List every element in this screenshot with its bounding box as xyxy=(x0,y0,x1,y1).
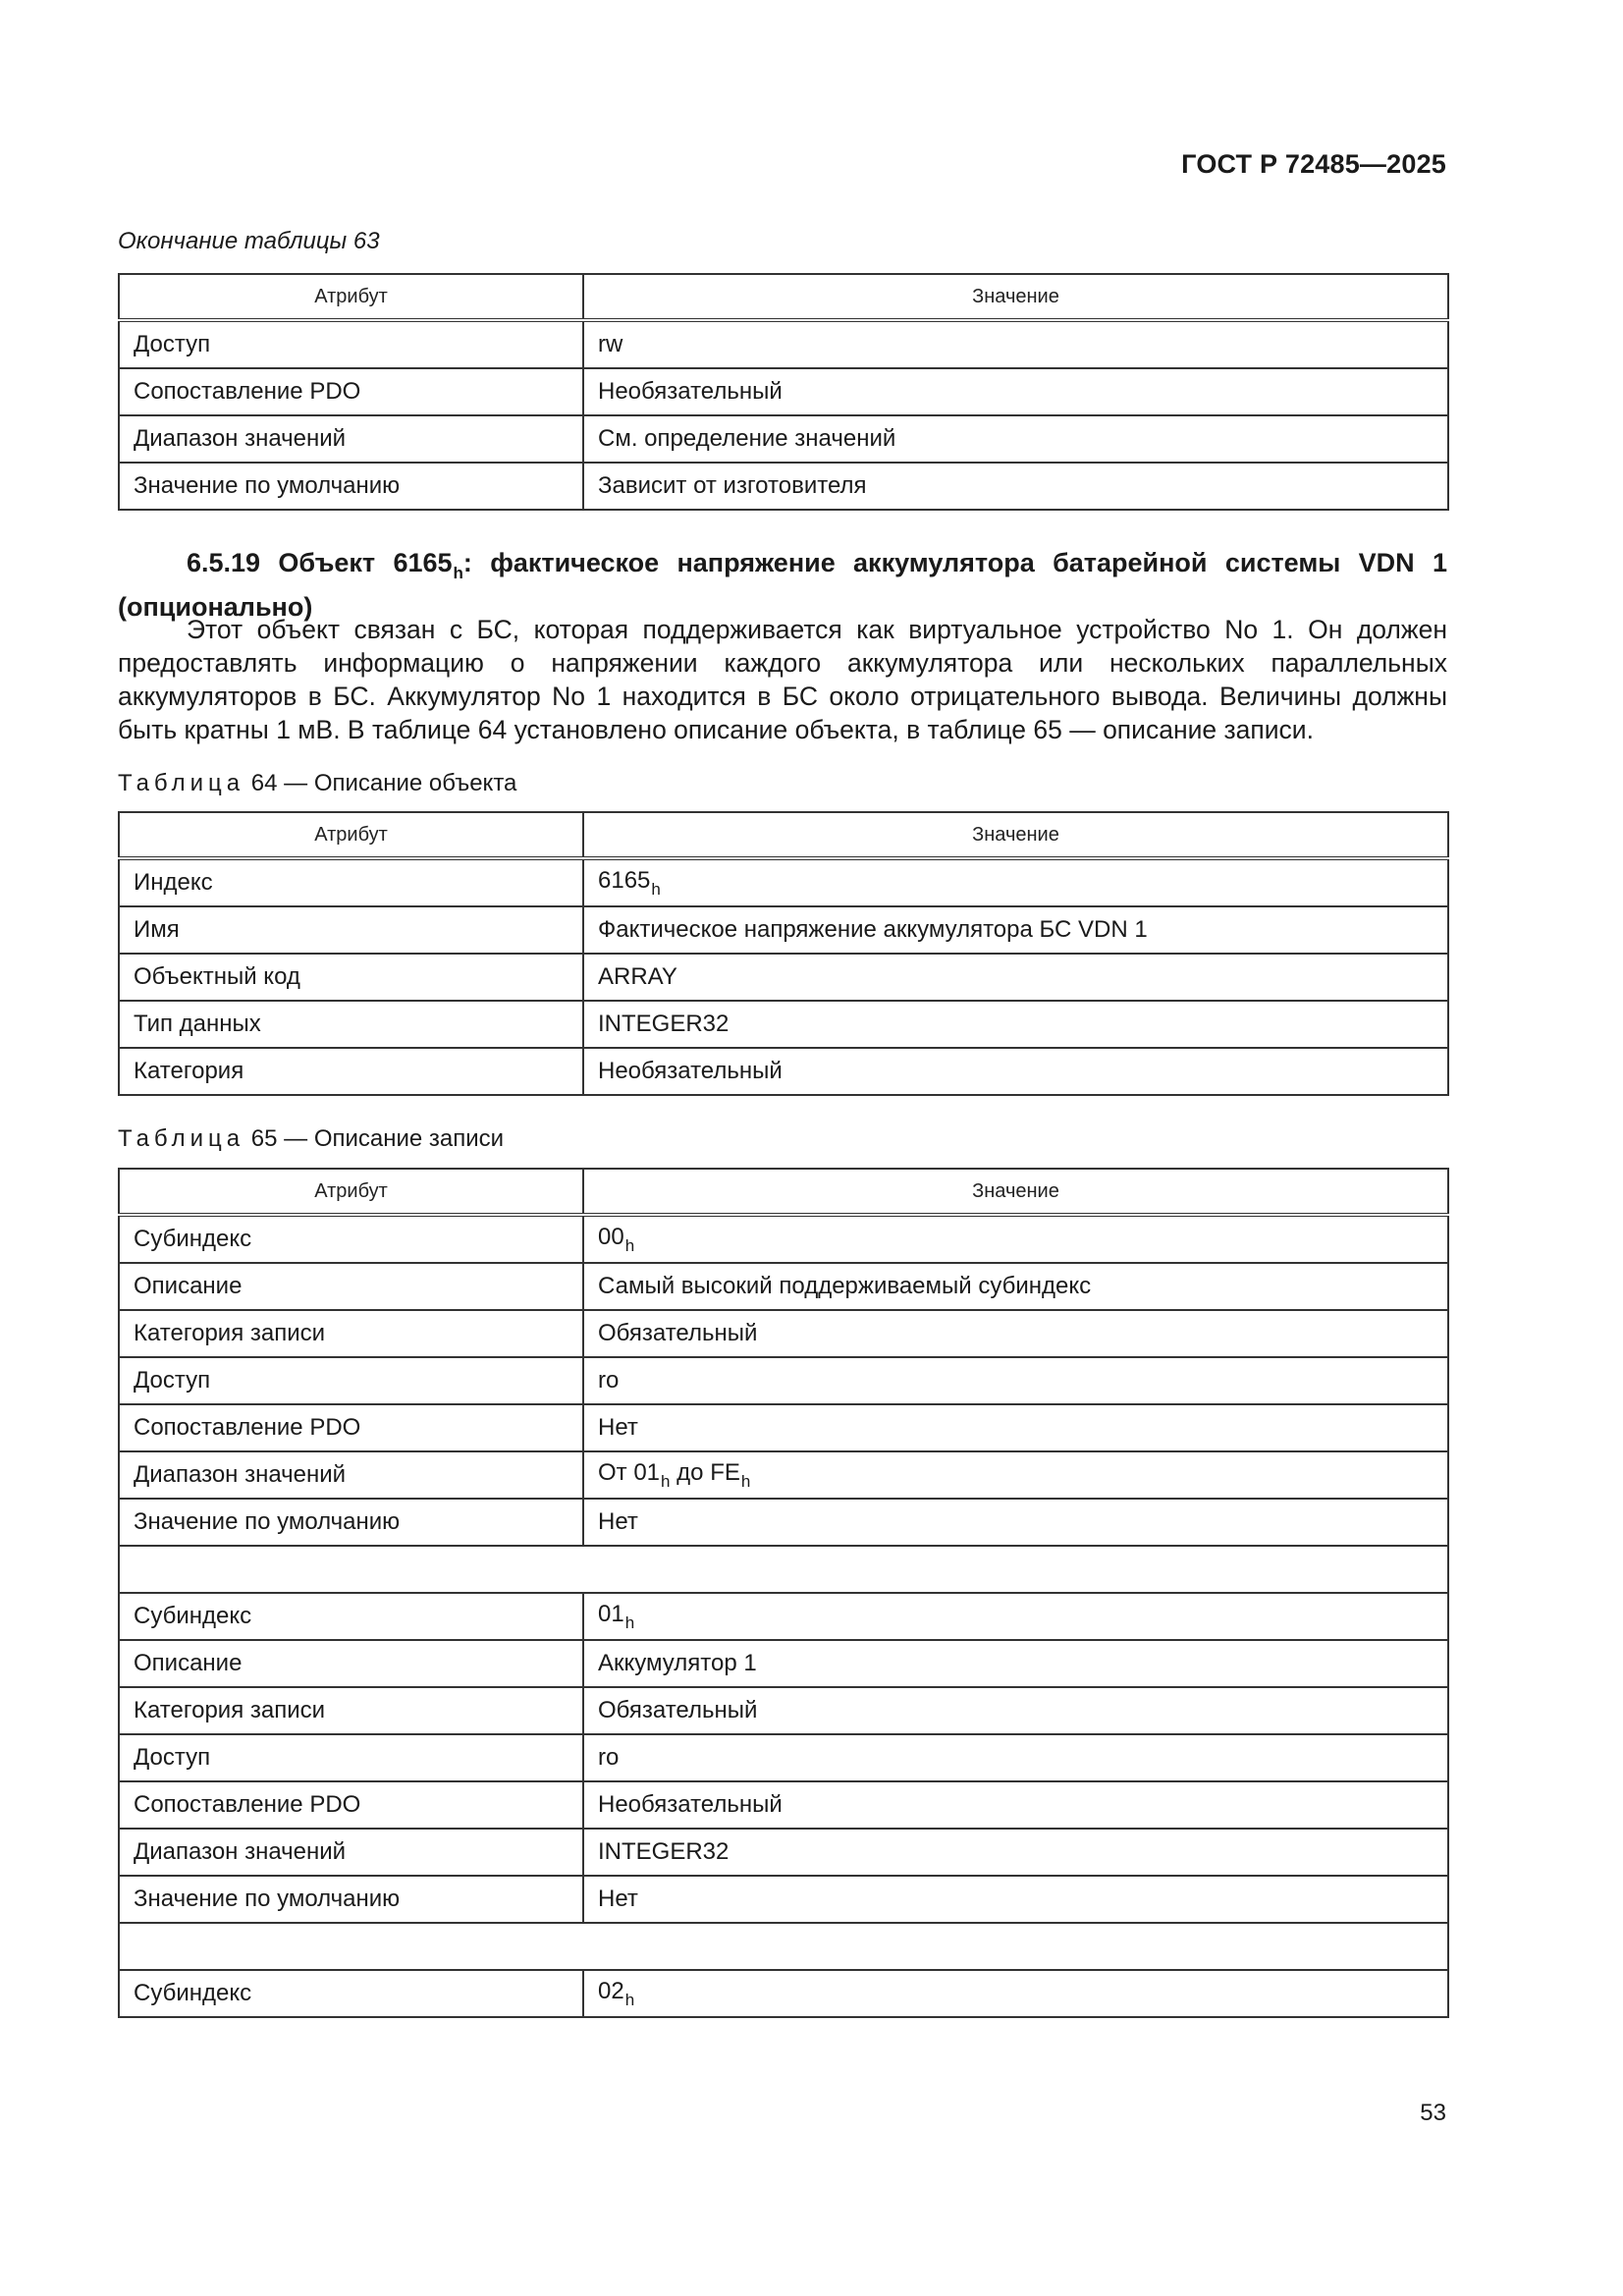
header-attribute: Атрибут xyxy=(119,1169,583,1215)
cell-value xyxy=(583,1970,1448,2017)
header-value: Значение xyxy=(583,274,1448,320)
hex-subscript: h xyxy=(661,1471,671,1491)
value-text: От 01 xyxy=(598,1458,661,1486)
table-row xyxy=(119,1310,1448,1357)
header-value: Значение xyxy=(583,812,1448,858)
table-65 xyxy=(118,1168,1449,2018)
cell-attribute: Категория записи xyxy=(119,1310,583,1357)
cell-attribute: Субиндекс xyxy=(119,1593,583,1640)
table-row xyxy=(119,368,1448,415)
cell-attribute: Описание xyxy=(119,1640,583,1687)
cell-attribute: Диапазон значений xyxy=(119,1451,583,1499)
hex-subscript: h xyxy=(624,1613,635,1632)
cell-value: Необязательный xyxy=(583,368,1448,415)
cell-attribute: Категория записи xyxy=(119,1687,583,1734)
cell-value: См. определение значений xyxy=(583,415,1448,463)
table-row xyxy=(119,415,1448,463)
table-row xyxy=(119,1593,1448,1640)
table-header-row xyxy=(119,812,1448,858)
cell-value: ro xyxy=(583,1734,1448,1781)
cell-attribute: Индекс xyxy=(119,858,583,906)
cell-value: Самый высокий поддерживаемый субиндекс xyxy=(583,1263,1448,1310)
cell-value: Необязательный xyxy=(583,1048,1448,1095)
cell-attribute: Доступ xyxy=(119,1734,583,1781)
cell-attribute: Объектный код xyxy=(119,954,583,1001)
header-value: Значение xyxy=(583,1169,1448,1215)
cell-attribute: Сопоставление PDO xyxy=(119,368,583,415)
caption-text: 64 — Описание объекта xyxy=(250,770,517,796)
cell-value: Нет xyxy=(583,1499,1448,1546)
value-text: 6165 xyxy=(598,866,651,894)
cell-value: ro xyxy=(583,1357,1448,1404)
cell-value xyxy=(583,1215,1448,1263)
table-row xyxy=(119,1687,1448,1734)
table-row xyxy=(119,1451,1448,1499)
table-row xyxy=(119,1048,1448,1095)
page-number: 53 xyxy=(1420,2100,1446,2126)
table-64-caption xyxy=(118,770,516,797)
table-row xyxy=(119,1001,1448,1048)
cell-value xyxy=(583,1451,1448,1499)
value-text: до FE xyxy=(670,1458,740,1486)
cell-value: Фактическое напряжение аккумулятора БС VDN 1 xyxy=(583,906,1448,954)
value-text: 02 xyxy=(598,1977,624,2004)
table-row xyxy=(119,1499,1448,1546)
table-row xyxy=(119,1876,1448,1923)
caption-text: 65 — Описание записи xyxy=(250,1125,505,1152)
table-63-continuation-label: Окончание таблицы 63 xyxy=(118,228,380,254)
table-row xyxy=(119,906,1448,954)
header-attribute: Атрибут xyxy=(119,274,583,320)
cell-value: ARRAY xyxy=(583,954,1448,1001)
table-row xyxy=(119,463,1448,510)
table-header-row xyxy=(119,274,1448,320)
table-header-row xyxy=(119,1169,1448,1215)
section-paragraph: Этот объект связан с БС, которая поддерживается как виртуальное устройство No 1. Он должен предоставлять информацию о напряжении каждого аккумулятора или нескольких параллельных аккумуляторов в БС. Аккумулятор No 1 находится в БС около отрицательного вывода. Величины должны быть кратны 1 мВ. В таблице 64 установлено описание объекта, в таблице 65 — описание записи. xyxy=(118,615,1447,744)
empty-cell xyxy=(119,1923,1448,1970)
cell-attribute: Субиндекс xyxy=(119,1970,583,2017)
cell-value: Нет xyxy=(583,1404,1448,1451)
cell-value: INTEGER32 xyxy=(583,1829,1448,1876)
table-row xyxy=(119,954,1448,1001)
standard-designation: ГОСТ Р 72485—2025 xyxy=(1181,149,1446,179)
table-row xyxy=(119,1215,1448,1263)
cell-value: Нет xyxy=(583,1876,1448,1923)
caption-word: Таблица xyxy=(118,1125,245,1152)
cell-value: Обязательный xyxy=(583,1687,1448,1734)
table-row xyxy=(119,858,1448,906)
value-text: 00 xyxy=(598,1223,624,1250)
section-number: 6.5.19 xyxy=(187,548,261,577)
cell-attribute: Имя xyxy=(119,906,583,954)
section-title-prefix: Объект 6165 xyxy=(278,548,453,577)
hex-subscript: h xyxy=(624,1235,635,1255)
hex-subscript: h xyxy=(453,564,463,582)
table-row xyxy=(119,320,1448,368)
table-row xyxy=(119,1781,1448,1829)
table-separator-row xyxy=(119,1923,1448,1970)
empty-cell xyxy=(119,1546,1448,1593)
table-row xyxy=(119,1970,1448,2017)
cell-value: Зависит от изготовителя xyxy=(583,463,1448,510)
cell-attribute: Диапазон значений xyxy=(119,415,583,463)
cell-attribute: Сопоставление PDO xyxy=(119,1404,583,1451)
cell-value: rw xyxy=(583,320,1448,368)
table-row xyxy=(119,1734,1448,1781)
cell-attribute: Доступ xyxy=(119,1357,583,1404)
cell-value xyxy=(583,1593,1448,1640)
cell-value: Обязательный xyxy=(583,1310,1448,1357)
cell-attribute: Диапазон значений xyxy=(119,1829,583,1876)
cell-attribute: Описание xyxy=(119,1263,583,1310)
table-row xyxy=(119,1404,1448,1451)
caption-word: Таблица xyxy=(118,770,245,796)
table-64 xyxy=(118,811,1449,1096)
cell-attribute: Значение по умолчанию xyxy=(119,1499,583,1546)
cell-attribute: Тип данных xyxy=(119,1001,583,1048)
header-attribute: Атрибут xyxy=(119,812,583,858)
table-row xyxy=(119,1263,1448,1310)
cell-value: INTEGER32 xyxy=(583,1001,1448,1048)
section-title-suffix: : фактическое напряжение аккумулятора батарейной системы VDN 1 (опционально) xyxy=(118,548,1447,622)
value-text: 01 xyxy=(598,1600,624,1627)
hex-subscript: h xyxy=(651,879,661,899)
cell-value xyxy=(583,858,1448,906)
cell-value: Необязательный xyxy=(583,1781,1448,1829)
table-63 xyxy=(118,273,1449,511)
cell-attribute: Сопоставление PDO xyxy=(119,1781,583,1829)
table-separator-row xyxy=(119,1546,1448,1593)
table-65-caption xyxy=(118,1125,504,1153)
cell-attribute: Значение по умолчанию xyxy=(119,1876,583,1923)
table-row xyxy=(119,1829,1448,1876)
cell-attribute: Категория xyxy=(119,1048,583,1095)
hex-subscript: h xyxy=(624,1990,635,2009)
table-row xyxy=(119,1640,1448,1687)
cell-attribute: Субиндекс xyxy=(119,1215,583,1263)
hex-subscript: h xyxy=(740,1471,751,1491)
cell-attribute: Значение по умолчанию xyxy=(119,463,583,510)
table-row xyxy=(119,1357,1448,1404)
cell-attribute: Доступ xyxy=(119,320,583,368)
cell-value: Аккумулятор 1 xyxy=(583,1640,1448,1687)
